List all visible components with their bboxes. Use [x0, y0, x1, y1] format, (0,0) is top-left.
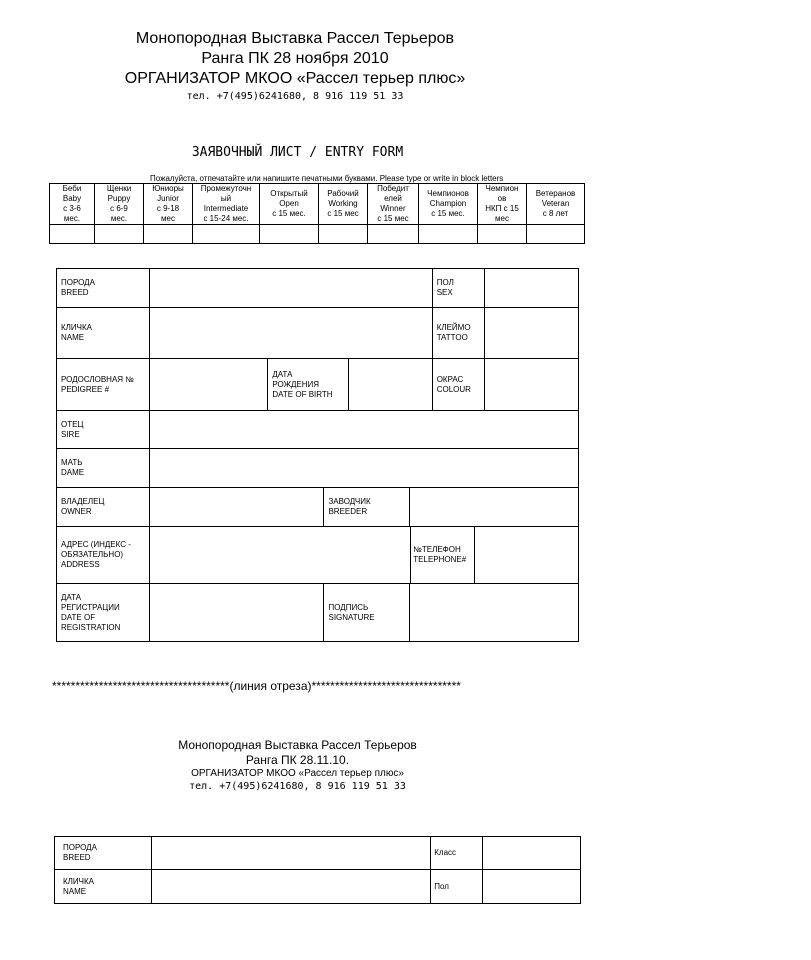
dame-label: МАТЬ DAME — [57, 449, 150, 488]
registration-table — [56, 583, 579, 642]
row-dame — [57, 449, 579, 488]
tattoo-label: КЛЕЙМО TATTOO — [432, 308, 484, 359]
show-title: Монопородная Выставка Рассел Терьеров — [135, 30, 455, 47]
signature-input[interactable] — [410, 584, 579, 642]
stub-name-label: КЛИЧКА NAME — [55, 870, 152, 904]
class-table — [49, 183, 585, 244]
owner-label: ВЛАДЕЛЕЦ OWNER — [57, 488, 150, 527]
row-pedigree — [57, 359, 579, 411]
address-table — [56, 526, 579, 584]
select-puppy[interactable] — [95, 225, 144, 244]
row-breed — [57, 269, 579, 308]
owner-input[interactable] — [149, 488, 324, 527]
cut-line: **************************************(линия отреза)******************************** — [52, 679, 461, 693]
colour-input[interactable] — [484, 359, 578, 411]
breeder-input[interactable] — [410, 488, 579, 527]
pedigree-input[interactable] — [150, 359, 268, 411]
select-nkp-champion[interactable] — [478, 225, 527, 244]
stub-class-input[interactable] — [483, 837, 581, 870]
colour-label: ОКРАС COLOUR — [432, 359, 484, 411]
dob-label: ДАТА РОЖДЕНИЯ DATE OF BIRTH — [268, 359, 348, 411]
sex-input[interactable] — [484, 269, 578, 308]
select-working[interactable] — [319, 225, 368, 244]
select-baby[interactable] — [50, 225, 95, 244]
stub-table — [54, 836, 581, 904]
select-junior[interactable] — [144, 225, 193, 244]
footer-rank-date: Ранга ПК 28.11.10. — [245, 753, 350, 767]
address-label: АДРЕС (ИНДЕКС - ОБЯЗАТЕЛЬНО) ADDRESS — [57, 527, 150, 584]
tattoo-input[interactable] — [484, 308, 578, 359]
class-puppy: Щенки Puppy с 6-9 мес. — [95, 184, 144, 225]
class-baby: Беби Baby с 3-6 мес. — [50, 184, 95, 225]
reg-date-input[interactable] — [149, 584, 324, 642]
sex-label: ПОЛ SEX — [432, 269, 484, 308]
select-open[interactable] — [260, 225, 319, 244]
footer-title: Монопородная Выставка Рассел Терьеров — [178, 738, 417, 752]
class-open: Открытый Open с 15 мес. — [260, 184, 319, 225]
stub-class-label: Класс — [431, 837, 483, 870]
stub-breed-input[interactable] — [151, 837, 430, 870]
telephone-input[interactable] — [475, 527, 579, 584]
class-winner: Победит елей Winner с 15 мес — [368, 184, 419, 225]
row-address — [57, 527, 579, 584]
breed-label: ПОРОДА BREED — [57, 269, 150, 308]
stub-sex-label: Пол — [431, 870, 483, 904]
class-working: Рабочий Working с 15 мес — [319, 184, 368, 225]
organizer: ОРГАНИЗАТОР МКОО «Рассел терьер плюс» — [124, 70, 466, 87]
select-champion[interactable] — [419, 225, 478, 244]
row-sire — [57, 411, 579, 449]
class-header-row — [50, 184, 585, 225]
dame-input[interactable] — [150, 449, 579, 488]
class-junior: Юниоры Junior с 9-18 мес — [144, 184, 193, 225]
telephone-label: №ТЕЛЕФОН TELEPHONE# — [411, 527, 475, 584]
breed-input[interactable] — [150, 269, 433, 308]
show-rank-date: Ранга ПК 28 ноября 2010 — [201, 50, 389, 67]
select-winner[interactable] — [368, 225, 419, 244]
stub-row-breed — [55, 837, 581, 870]
sire-input[interactable] — [150, 411, 579, 449]
name-input[interactable] — [150, 308, 433, 359]
owner-table — [56, 487, 579, 527]
class-champion: Чемпионов Champion с 15 мес. — [419, 184, 478, 225]
breeder-label: ЗАВОДЧИК BREEDER — [324, 488, 410, 527]
dob-input[interactable] — [348, 359, 432, 411]
select-intermediate[interactable] — [193, 225, 260, 244]
stub-row-name — [55, 870, 581, 904]
row-owner — [57, 488, 579, 527]
stub-name-input[interactable] — [151, 870, 430, 904]
address-input[interactable] — [149, 527, 410, 584]
select-veteran[interactable] — [527, 225, 585, 244]
phone: тел. +7(495)6241680, 8 916 119 51 33 — [186, 91, 404, 102]
class-veteran: Ветеранов Veteran с 8 лет — [527, 184, 585, 225]
reg-date-label: ДАТА РЕГИСТРАЦИИ DATE OF REGISTRATION — [57, 584, 150, 642]
row-name — [57, 308, 579, 359]
class-intermediate: Промежуточн ый Intermediate с 15-24 мес. — [193, 184, 260, 225]
footer-phone: тел. +7(495)6241680, 8 916 119 51 33 — [189, 781, 406, 792]
sire-label: ОТЕЦ SIRE — [57, 411, 150, 449]
name-label: КЛИЧКА NAME — [57, 308, 150, 359]
row-registration — [57, 584, 579, 642]
class-select-row — [50, 225, 585, 244]
footer-organizer: ОРГАНИЗАТОР МКОО «Рассел терьер плюс» — [191, 768, 404, 779]
stub-breed-label: ПОРОДА BREED — [55, 837, 152, 870]
form-title: ЗАЯВОЧНЫЙ ЛИСТ / ENTRY FORM — [191, 145, 404, 160]
class-nkp-champion: Чемпион ов НКП с 15 мес — [478, 184, 527, 225]
entry-form — [56, 268, 579, 488]
pedigree-label: РОДОСЛОВНАЯ № PEDIGREE # — [57, 359, 150, 411]
signature-label: ПОДПИСЬ SIGNATURE — [324, 584, 410, 642]
instruction: Пожалуйста, отпечатайте или напишите печатными буквами. Please type or write in block letters — [150, 174, 504, 183]
stub-sex-input[interactable] — [483, 870, 581, 904]
